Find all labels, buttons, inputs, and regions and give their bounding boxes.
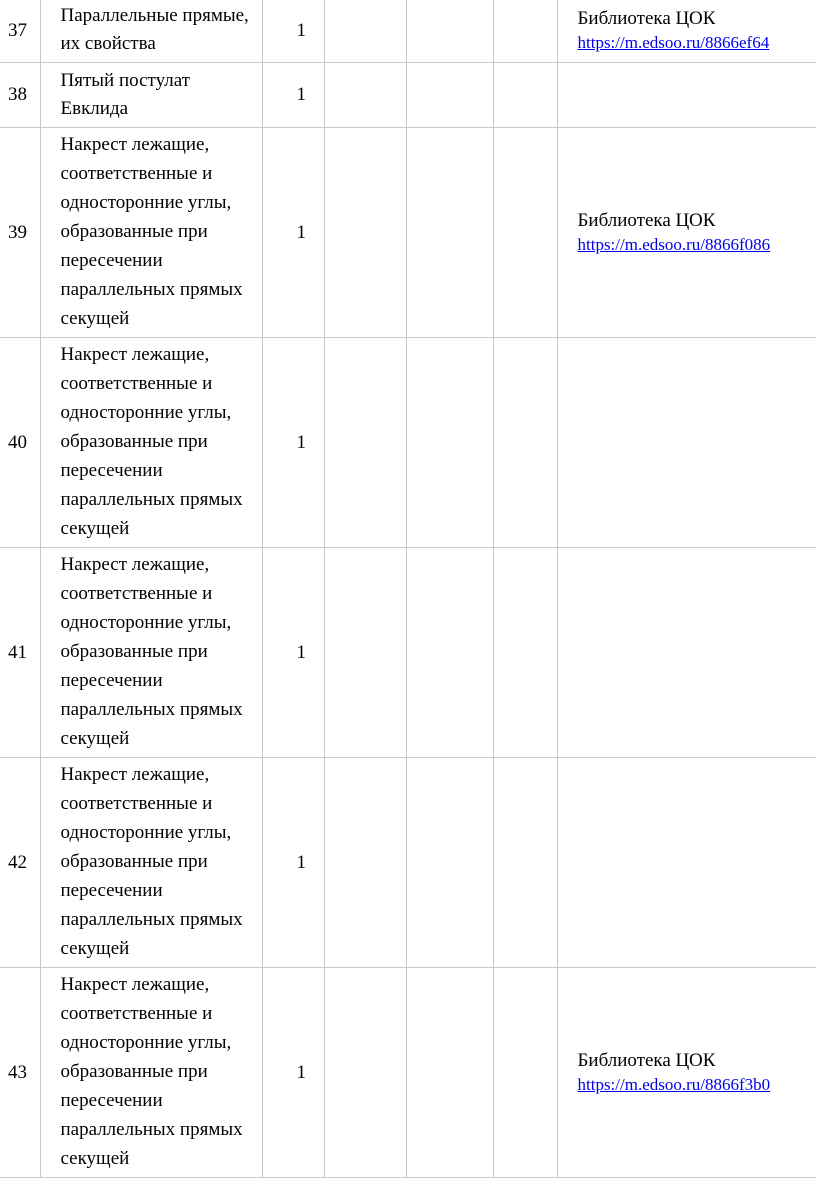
resource-cell (557, 338, 816, 548)
table-row (0, 338, 816, 548)
empty-cell (324, 338, 406, 548)
empty-cell (493, 0, 557, 63)
empty-cell (493, 63, 557, 128)
resource-cell (557, 548, 816, 758)
empty-cell (324, 63, 406, 128)
resource-cell (557, 758, 816, 968)
lesson-hours: 1 (262, 338, 324, 548)
lesson-hours: 1 (262, 548, 324, 758)
lesson-number: 42 (0, 758, 40, 968)
lesson-hours: 1 (262, 0, 324, 63)
lesson-topic: Накрест лежащие, соответственные и односторонние углы, образованные при пересечении параллельных прямых секущей (40, 758, 262, 968)
resource-cell (557, 63, 816, 128)
empty-cell (324, 0, 406, 63)
empty-cell (324, 548, 406, 758)
lesson-topic: Пятый постулат Евклида (40, 63, 262, 128)
resource-link[interactable]: https://m.edsoo.ru/8866f086 (577, 234, 771, 254)
table-row (0, 548, 816, 758)
table-row (0, 968, 816, 1178)
empty-cell (493, 548, 557, 758)
resource-label: Библиотека ЦОК (577, 209, 716, 231)
empty-cell (493, 128, 557, 338)
empty-cell (406, 968, 493, 1178)
lesson-topic: Параллельные прямые, их свойства (40, 0, 262, 63)
resource-label: Библиотека ЦОК (577, 1049, 716, 1071)
lesson-topic: Накрест лежащие, соответственные и односторонние углы, образованные при пересечении параллельных прямых секущей (40, 338, 262, 548)
empty-cell (406, 63, 493, 128)
lesson-number: 37 (0, 0, 40, 63)
empty-cell (406, 128, 493, 338)
table-row (0, 758, 816, 968)
lesson-topic: Накрест лежащие, соответственные и односторонние углы, образованные при пересечении параллельных прямых секущей (40, 968, 262, 1178)
empty-cell (406, 758, 493, 968)
resource-cell (557, 128, 816, 338)
lesson-topic: Накрест лежащие, соответственные и односторонние углы, образованные при пересечении параллельных прямых секущей (40, 128, 262, 338)
lesson-topic: Накрест лежащие, соответственные и односторонние углы, образованные при пересечении параллельных прямых секущей (40, 548, 262, 758)
resource-link[interactable]: https://m.edsoo.ru/8866f3b0 (577, 1074, 771, 1094)
empty-cell (493, 968, 557, 1178)
empty-cell (406, 0, 493, 63)
resource-cell (557, 968, 816, 1178)
lesson-hours: 1 (262, 758, 324, 968)
lesson-hours: 1 (262, 63, 324, 128)
lesson-number: 39 (0, 128, 40, 338)
resource-label: Библиотека ЦОК (577, 8, 716, 29)
empty-cell (324, 758, 406, 968)
lesson-hours: 1 (262, 968, 324, 1178)
empty-cell (406, 548, 493, 758)
table-row (0, 63, 816, 128)
lesson-hours: 1 (262, 128, 324, 338)
resource-cell (557, 0, 816, 63)
lesson-number: 41 (0, 548, 40, 758)
table-row (0, 128, 816, 338)
empty-cell (406, 338, 493, 548)
lesson-number: 38 (0, 63, 40, 128)
table-row (0, 0, 816, 63)
empty-cell (324, 128, 406, 338)
resource-link[interactable]: https://m.edsoo.ru/8866ef64 (577, 33, 770, 52)
lesson-number: 43 (0, 968, 40, 1178)
lesson-number: 40 (0, 338, 40, 548)
empty-cell (324, 968, 406, 1178)
empty-cell (493, 338, 557, 548)
empty-cell (493, 758, 557, 968)
